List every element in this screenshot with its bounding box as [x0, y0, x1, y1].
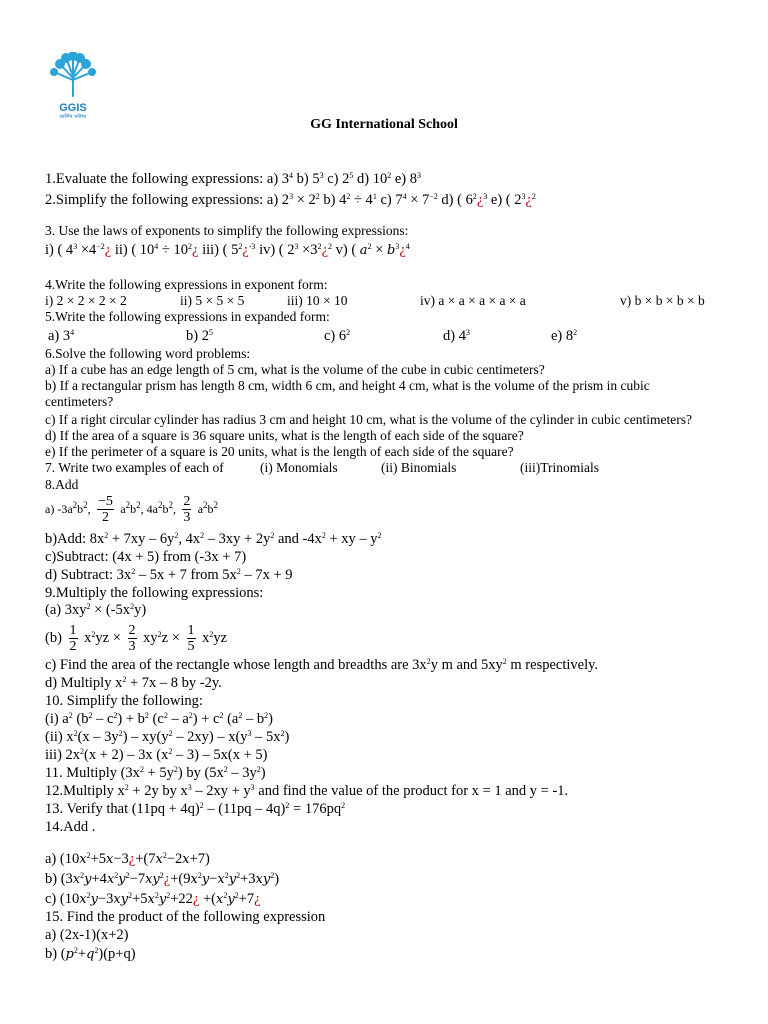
question-11: 11. Multiply $(3x^2 + 5y^2)$ by $(5x^2 - 3y^2)$ [45, 765, 266, 781]
q5-d: d) $4^3$ [443, 328, 470, 344]
q6-d: d) If the area of a square is 36 square units, what is the length of each side of the square? [45, 428, 524, 443]
question-14-title: 14.Add . [45, 819, 96, 835]
q7-trinomials: (iii)Trinomials [520, 460, 600, 475]
q10-iii: iii) $2x^2(x + 2) - 3x$ $(x^2 - 3) - 5x(x + 5)$ [45, 747, 268, 763]
q7-monomials: (i) Monomials [260, 460, 338, 475]
school-logo [48, 52, 98, 122]
q5-b: b) $2^5$ [186, 328, 213, 344]
q4-item-4: iv) a × a × a × a × a [420, 293, 526, 308]
q5-a: a) $3^4$ [48, 328, 75, 344]
fraction: $\frac{-5}{2}$ [98, 494, 113, 526]
logo-text: GGIS [59, 102, 87, 114]
q9-d: d) Multiply $x^2 + 7x - 8$ by -2y. [45, 675, 222, 691]
q14-a: a) ($10x^2+5x-3¿+(7x^2-2x+7)$ [45, 851, 210, 867]
q5-c: c) $6^2$ [324, 328, 351, 344]
question-1: 1.Evaluate the following expressions: a) $3^4$ b) $5^3$ c) $2^5$ d) $10^2$ e) $8^3$ [45, 171, 421, 187]
q6-a: a) If a cube has an edge length of 5 cm, what is the volume of the cube in cubic centimeters? [45, 362, 545, 377]
q4-item-5: v) b × b × b × b [620, 293, 705, 308]
q6-b: b) If a rectangular prism has length 8 cm, width 6 cm, and height 4 cm, what is the volume of the prism in cubic [45, 378, 650, 393]
q5-e: e) $8^2$ [551, 328, 578, 344]
tree-logo-icon [48, 52, 98, 97]
q15-a: a) (2x-1)(x+2) [45, 927, 129, 943]
question-6-intro: 6.Solve the following word problems: [45, 346, 251, 361]
q6-b-cont: centimeters? [45, 394, 114, 409]
fraction: $\frac{2}{3}$ [128, 623, 136, 655]
q15-b: b) $(p^2+q^2)(p+q)$ [45, 946, 136, 962]
q10-ii: (ii) $x^2(x - 3y^2) - xy(y^2 - 2xy) - x(y^3 - 5x^2)$ [45, 729, 290, 745]
question-12: 12.Multiply $x^2 + 2y$ by $x^3 - 2xy + y^3$ and find the value of the product for x = 1 and y = -1. [45, 783, 569, 799]
logo-tagline: स्वर्णिम भविष्य [59, 114, 87, 120]
question-7: 7. Write two examples of each of [45, 460, 224, 475]
q4-item-2: ii) 5 × 5 × 5 [180, 293, 245, 308]
question-10-title: 10. Simplify the following: [45, 693, 203, 709]
question-3-items: i) ( $4^3$ $\times 4^{-2}¿$ ii) ( $10^4$ ÷ $10^2¿$ iii) ( $5^2¿^{-3}$ iv) ( $2^3$ $\times 3^2¿^2$ v) ( $a^2$ × $b^3¿^4$ [45, 242, 410, 258]
fraction: $\frac{2}{3}$ [183, 494, 191, 526]
q9-a: (a) $3xy^2 \times (-5x^2y)$ [45, 602, 147, 618]
question-9-title: 9.Multiply the following expressions: [45, 585, 264, 601]
question-2: 2.Simplify the following expressions: a) $2^3 \times 2^2$ b) $4^2 \div 4^1$ c) $7^4 \times 7^{-2}$ d) ( $6^2¿^3$ e) ( $2^3¿^2$ [45, 192, 536, 208]
q14-c: c) ($10x^2y-3xy^2+5x^2y^2+22¿$ $+(x^2y^2+7¿$ [45, 891, 261, 907]
q6-c: c) If a right circular cylinder has radius 3 cm and height 10 cm, what is the volume of the cylinder in cubic centimeters? [45, 412, 693, 427]
fraction: $\frac{1}{2}$ [69, 623, 77, 655]
q8-a: a) $-3a^2b^2$, $\frac{-5}{2}$ $a^2b^2$, $4a^2b^2$, $\frac{2}{3}$ $a^2b^2$ [45, 494, 219, 526]
q8-c: c)Subtract: (4x + 5) from (-3x + 7) [45, 549, 247, 565]
q8-d: d) Subtract: $3x^2 - 5x + 7$ from $5x^2 - 7x + 9$ [45, 567, 293, 583]
q9-b: (b) $\frac{1}{2}$ $x^2yz$ × $\frac{2}{3}$ $xy^2z$ × $\frac{1}{5}$ $x^2yz$ [45, 623, 228, 655]
question-4-intro: 4.Write the following expressions in exponent form: [45, 277, 328, 292]
q4-item-1: i) 2 × 2 × 2 × 2 [45, 293, 127, 308]
question-13: 13. Verify that $(11pq + 4q)^2 - (11pq - 4q)^2 = 176pq^2$ [45, 801, 346, 817]
q14-b: b) ($3x^2y+4x^2y^2-7xy^2¿+(9x^2y-x^2y^2+3xy^2)$ [45, 871, 280, 887]
q8-b: b)Add: $8x^2 + 7xy - 6y^2$, $4x^2 - 3xy + 2y^2$ and $-4x^2$ + xy – $y^2$ [45, 531, 382, 547]
q9-c: c) Find the area of the rectangle whose length and breadths are $3x^2y$ m and $5xy^2$ m respectively. [45, 657, 599, 673]
question-5-intro: 5.Write the following expressions in expanded form: [45, 309, 330, 324]
school-name: GG International School [310, 117, 458, 132]
q7-binomials: (ii) Binomials [381, 460, 457, 475]
q6-e: e) If the perimeter of a square is 20 units, what is the length of each side of the square? [45, 444, 514, 459]
fraction: $\frac{1}{5}$ [187, 623, 195, 655]
question-8-title: 8.Add [45, 477, 79, 492]
q10-i: (i) $a^2$ $(b^2 - c^2) + b^2$ $(c^2 - a^2) + c^2$ $(a^2 - b^2)$ [45, 711, 273, 727]
question-15-title: 15. Find the product of the following expression [45, 909, 326, 925]
q4-item-3: iii) 10 × 10 [287, 293, 348, 308]
question-3-intro: 3. Use the laws of exponents to simplify the following expressions: [45, 223, 409, 238]
